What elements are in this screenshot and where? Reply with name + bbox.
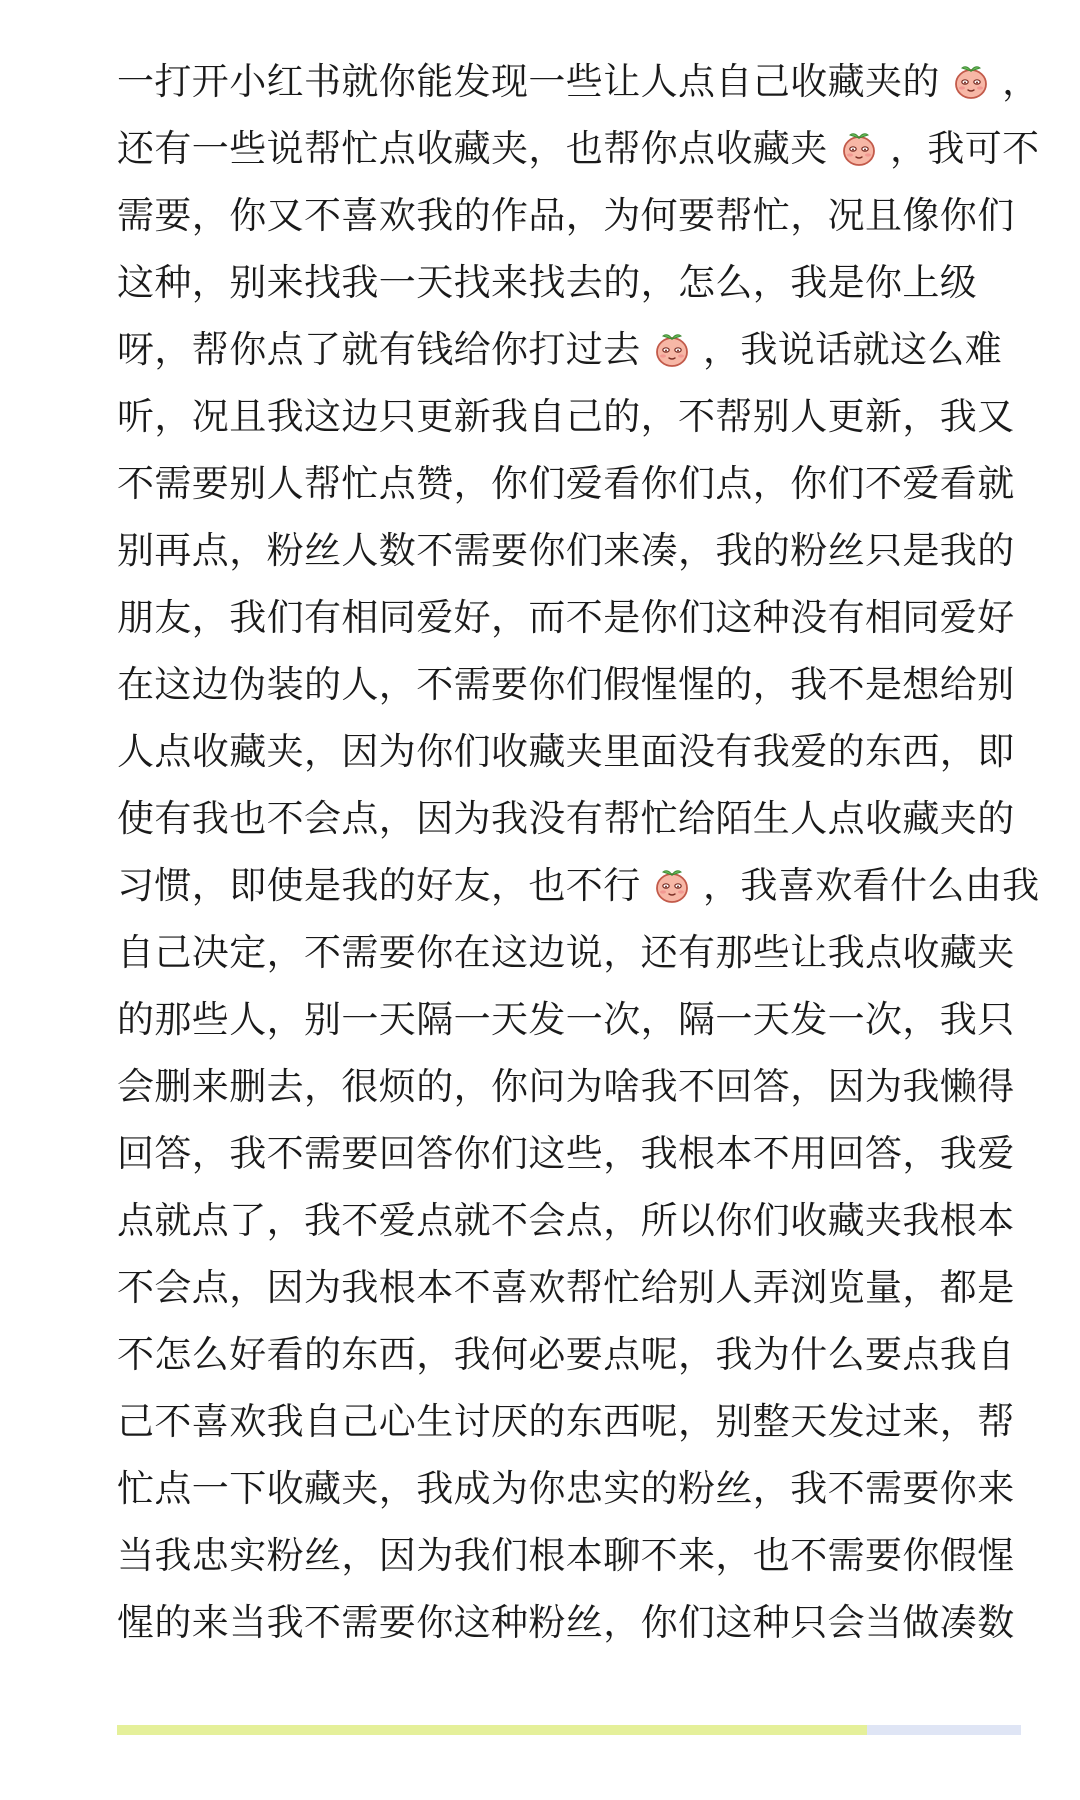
- post-text-segment: 自己决定，不需要你在这边说，还有那些让我点收藏夹: [117, 931, 1015, 974]
- post-text-line: [117, 1053, 1022, 1120]
- post-text-segment: 人点收藏夹，因为你们收藏夹里面没有我爱的东西，即: [117, 730, 1015, 773]
- post-text-segment: 己不喜欢我自己心生讨厌的东西呢，别整天发过来，帮: [117, 1400, 1015, 1443]
- post-text-line: [117, 115, 1040, 182]
- post-text-segment: ，我可不: [889, 127, 1040, 170]
- post-text-line: [117, 517, 1022, 584]
- post-text-line: [117, 182, 1022, 249]
- post-text-segment: ，我喜欢看什么由我: [702, 864, 1040, 907]
- post-text-line: [117, 1254, 1022, 1321]
- post-text-line: [117, 919, 1022, 986]
- post-text-line: [117, 1187, 1022, 1254]
- post-text-segment: 别再点，粉丝人数不需要你们来凑，我的粉丝只是我的: [117, 529, 1015, 572]
- post-text-line: [117, 651, 1022, 718]
- post-text-segment: 使有我也不会点，因为我没有帮忙给陌生人点收藏夹的: [117, 797, 1015, 840]
- post-text-segment: ，我说话就这么难: [702, 328, 1003, 371]
- post-text-segment: 点就点了，我不爱点就不会点，所以你们收藏夹我根本: [117, 1199, 1015, 1242]
- post-text-line: [117, 316, 1022, 383]
- post-text-segment: 朋友，我们有相同爱好，而不是你们这种没有相同爱好: [117, 596, 1015, 639]
- post-text-line: [117, 1522, 1022, 1589]
- post-body-text: [117, 48, 1040, 1656]
- reading-progress-fill: [117, 1725, 867, 1735]
- post-text-line: [117, 1321, 1022, 1388]
- peach-face-emoji-icon: [841, 129, 877, 167]
- post-text-line: [117, 1120, 1022, 1187]
- post-text-line: [117, 584, 1022, 651]
- post-text-segment: 需要，你又不喜欢我的作品，为何要帮忙，况且像你们: [117, 194, 1015, 237]
- post-text-segment: 不怎么好看的东西，我何必要点呢，我为什么要点我自: [117, 1333, 1015, 1376]
- post-text-line: [117, 1388, 1022, 1455]
- post-text-segment: 不需要别人帮忙点赞，你们爱看你们点，你们不爱看就: [117, 462, 1015, 505]
- post-text-line: [117, 450, 1022, 517]
- post-text-segment: 会删来删去，很烦的，你问为啥我不回答，因为我懒得: [117, 1065, 1015, 1108]
- post-text-segment: 当我忠实粉丝，因为我们根本聊不来，也不需要你假惺: [117, 1534, 1015, 1577]
- peach-face-emoji-icon: [953, 62, 989, 100]
- post-text-segment: 呀，帮你点了就有钱给你打过去: [117, 328, 641, 371]
- post-text-segment: 回答，我不需要回答你们这些，我根本不用回答，我爱: [117, 1132, 1015, 1175]
- post-text-line: [117, 383, 1022, 450]
- reading-progress-bar: [117, 1725, 1021, 1735]
- post-text-segment: 习惯，即使是我的好友，也不行: [117, 864, 641, 907]
- post-text-line: [117, 1455, 1022, 1522]
- post-text-line: [117, 1589, 1022, 1656]
- post-text-line: [117, 785, 1022, 852]
- post-text-segment: 的那些人，别一天隔一天发一次，隔一天发一次，我只: [117, 998, 1015, 1041]
- post-text-line: [117, 852, 1040, 919]
- post-text-line: [117, 48, 1040, 115]
- peach-face-emoji-icon: [654, 866, 690, 904]
- post-text-segment: 不会点，因为我根本不喜欢帮忙给别人弄浏览量，都是: [117, 1266, 1015, 1309]
- post-text-segment: 这种，别来找我一天找来找去的，怎么，我是你上级: [117, 261, 978, 304]
- post-text-segment: 还有一些说帮忙点收藏夹，也帮你点收藏夹: [117, 127, 828, 170]
- post-text-line: [117, 718, 1022, 785]
- post-text-segment: 一打开小红书就你能发现一些让人点自己收藏夹的: [117, 60, 940, 103]
- peach-face-emoji-icon: [654, 330, 690, 368]
- post-text-segment: 惺的来当我不需要你这种粉丝，你们这种只会当做凑数: [117, 1601, 1015, 1644]
- post-text-line: [117, 249, 1022, 316]
- post-text-segment: 忙点一下收藏夹，我成为你忠实的粉丝，我不需要你来: [117, 1467, 1015, 1510]
- post-text-line: [117, 986, 1022, 1053]
- post-text-segment: 听，况且我这边只更新我自己的，不帮别人更新，我又: [117, 395, 1015, 438]
- post-text-segment: ，: [1002, 60, 1040, 103]
- post-text-segment: 在这边伪装的人，不需要你们假惺惺的，我不是想给别: [117, 663, 1015, 706]
